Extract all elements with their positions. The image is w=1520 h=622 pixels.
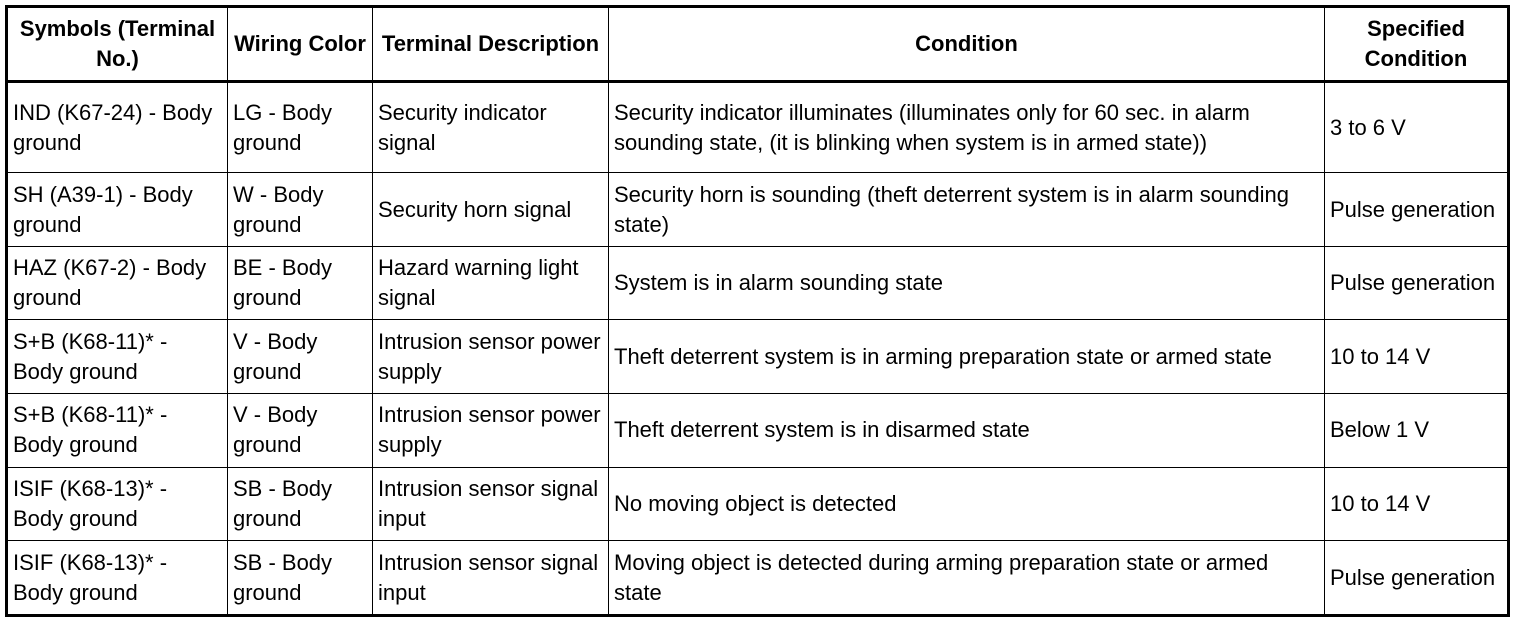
cell-description: Intrusion sensor signal input bbox=[373, 467, 609, 541]
cell-symbol: ISIF (K68-13)* - Body ground bbox=[7, 467, 228, 541]
header-wiring-color: Wiring Color bbox=[228, 7, 373, 82]
cell-description: Intrusion sensor power supply bbox=[373, 320, 609, 394]
cell-specified: Below 1 V bbox=[1325, 394, 1509, 468]
table-row bbox=[7, 320, 1509, 394]
cell-description: Intrusion sensor signal input bbox=[373, 541, 609, 616]
cell-specified: 10 to 14 V bbox=[1325, 320, 1509, 394]
header-symbols: Symbols (Terminal No.) bbox=[7, 7, 228, 82]
cell-symbol: IND (K67-24) - Body ground bbox=[7, 82, 228, 173]
header-condition: Condition bbox=[609, 7, 1325, 82]
cell-symbol: ISIF (K68-13)* - Body ground bbox=[7, 541, 228, 616]
cell-symbol: S+B (K68-11)* - Body ground bbox=[7, 394, 228, 468]
cell-description: Security horn signal bbox=[373, 173, 609, 247]
cell-wiring-color: V - Body ground bbox=[228, 320, 373, 394]
cell-condition: Security horn is sounding (theft deterrent system is in alarm sounding state) bbox=[609, 173, 1325, 247]
cell-wiring-color: BE - Body ground bbox=[228, 246, 373, 320]
cell-specified: 10 to 14 V bbox=[1325, 467, 1509, 541]
cell-description: Hazard warning light signal bbox=[373, 246, 609, 320]
table-row bbox=[7, 541, 1509, 616]
table-header bbox=[7, 7, 1509, 82]
cell-wiring-color: V - Body ground bbox=[228, 394, 373, 468]
cell-condition: No moving object is detected bbox=[609, 467, 1325, 541]
cell-condition: Moving object is detected during arming preparation state or armed state bbox=[609, 541, 1325, 616]
table-row bbox=[7, 394, 1509, 468]
cell-symbol: SH (A39-1) - Body ground bbox=[7, 173, 228, 247]
terminal-spec-table bbox=[5, 5, 1510, 617]
cell-specified: Pulse generation bbox=[1325, 173, 1509, 247]
cell-symbol: S+B (K68-11)* - Body ground bbox=[7, 320, 228, 394]
cell-specified: 3 to 6 V bbox=[1325, 82, 1509, 173]
table-row bbox=[7, 82, 1509, 173]
table-row bbox=[7, 173, 1509, 247]
table-row bbox=[7, 467, 1509, 541]
cell-specified: Pulse generation bbox=[1325, 246, 1509, 320]
cell-description: Intrusion sensor power supply bbox=[373, 394, 609, 468]
cell-wiring-color: W - Body ground bbox=[228, 173, 373, 247]
cell-condition: Security indicator illuminates (illuminates only for 60 sec. in alarm sounding state, (it is blinking when system is in armed state)) bbox=[609, 82, 1325, 173]
table-row bbox=[7, 246, 1509, 320]
cell-wiring-color: SB - Body ground bbox=[228, 467, 373, 541]
cell-wiring-color: SB - Body ground bbox=[228, 541, 373, 616]
cell-condition: System is in alarm sounding state bbox=[609, 246, 1325, 320]
header-terminal-description: Terminal Description bbox=[373, 7, 609, 82]
header-row bbox=[7, 7, 1509, 82]
header-specified-condition: Specified Condition bbox=[1325, 7, 1509, 82]
cell-specified: Pulse generation bbox=[1325, 541, 1509, 616]
cell-wiring-color: LG - Body ground bbox=[228, 82, 373, 173]
cell-condition: Theft deterrent system is in arming preparation state or armed state bbox=[609, 320, 1325, 394]
cell-description: Security indicator signal bbox=[373, 82, 609, 173]
table-body bbox=[7, 82, 1509, 616]
cell-symbol: HAZ (K67-2) - Body ground bbox=[7, 246, 228, 320]
cell-condition: Theft deterrent system is in disarmed state bbox=[609, 394, 1325, 468]
